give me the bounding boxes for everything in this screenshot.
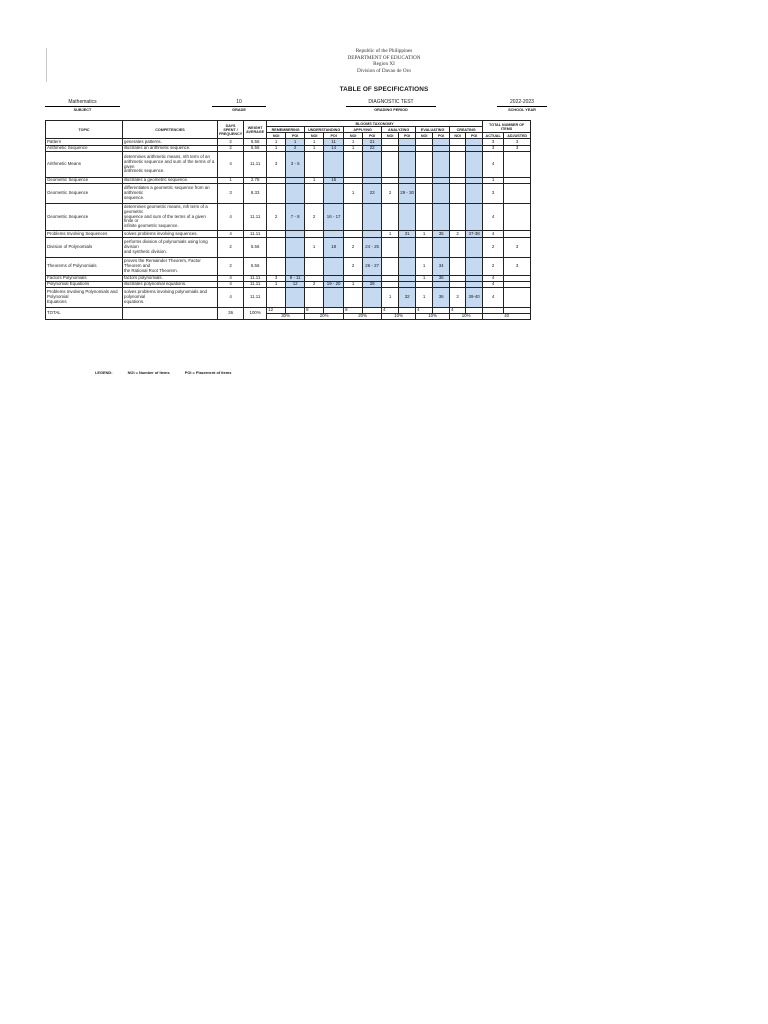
analyzing-poi-cell: 32 bbox=[399, 288, 416, 308]
table-body bbox=[46, 139, 531, 308]
remembering-noi-cell bbox=[267, 238, 286, 258]
days-cell: 2 bbox=[218, 139, 244, 146]
understanding-noi-cell bbox=[305, 184, 324, 204]
weight-header: WEIGHT AVERAGE bbox=[244, 121, 267, 139]
total-items: 40 bbox=[483, 314, 531, 320]
grade-label: GRADE bbox=[232, 107, 246, 112]
topic-cell: Problems Involving Polynomials and Polynomial Equations bbox=[46, 288, 123, 308]
topic-cell: Theorems of Polynomials bbox=[46, 258, 123, 276]
applying-poi-cell: 28 bbox=[363, 282, 382, 288]
remembering-poi-cell bbox=[286, 238, 305, 258]
understanding-noi-cell: 1 bbox=[305, 178, 324, 184]
topic-cell: Division of Polynomials bbox=[46, 238, 123, 258]
competencies-header: COMPETENCIES bbox=[123, 121, 218, 139]
document-header bbox=[0, 48, 768, 74]
analyzing-poi-cell bbox=[399, 258, 416, 276]
creating-percent: 10% bbox=[450, 314, 483, 320]
understanding-poi-cell bbox=[324, 231, 344, 238]
weight-cell: 8.33 bbox=[244, 184, 267, 204]
topic-cell: Geometric Sequence bbox=[46, 204, 123, 231]
header-republic: Republic of the Philippines bbox=[355, 48, 413, 54]
remembering-percent: 30% bbox=[267, 314, 305, 320]
understanding-total: 8 bbox=[305, 308, 324, 314]
analyzing-poi-header: POI bbox=[399, 133, 416, 139]
weight-cell: 11.11 bbox=[244, 288, 267, 308]
applying-total: 8 bbox=[344, 308, 363, 314]
remembering-poi-cell: 9 - 11 bbox=[286, 276, 305, 282]
evaluating-poi-header: POI bbox=[433, 133, 450, 139]
actual-cell: 3 bbox=[483, 146, 504, 152]
header-region: Region XI bbox=[373, 61, 395, 68]
competency-cell: performs division of polynomials using long division and synthetic division. bbox=[123, 238, 218, 258]
evaluating-poi-cell: 34 bbox=[433, 258, 450, 276]
actual-cell: 1 bbox=[483, 178, 504, 184]
adjusted-cell bbox=[504, 204, 531, 231]
evaluating-percent: 10% bbox=[416, 314, 450, 320]
creating-poi-cell: 39-40 bbox=[466, 288, 483, 308]
remembering-noi-cell bbox=[267, 231, 286, 238]
applying-noi-cell bbox=[344, 204, 363, 231]
creating-noi-cell bbox=[450, 204, 466, 231]
remembering-noi-cell: 3 bbox=[267, 276, 286, 282]
page-title: TABLE OF SPECIFICATIONS bbox=[339, 86, 429, 93]
analyzing-header: ANALYZING bbox=[382, 127, 416, 133]
applying-poi-cell bbox=[363, 231, 382, 238]
creating-poi-cell bbox=[466, 238, 483, 258]
blooms-taxonomy-header: BLOOMS TAXONOMY bbox=[267, 121, 483, 127]
legend-label: LEGEND: bbox=[95, 370, 113, 375]
creating-noi-cell bbox=[450, 238, 466, 258]
topic-cell: Polynomial Equations bbox=[46, 282, 123, 288]
total-competencies-cell bbox=[123, 308, 218, 320]
creating-poi-cell: 37-38 bbox=[466, 231, 483, 238]
creating-poi-cell bbox=[466, 204, 483, 231]
remembering-noi-cell bbox=[267, 258, 286, 276]
actual-cell: 4 bbox=[483, 231, 504, 238]
remembering-noi-cell: 2 bbox=[267, 204, 286, 231]
remembering-poi-cell bbox=[286, 258, 305, 276]
grade-value: 10 bbox=[212, 99, 266, 107]
table-row bbox=[46, 204, 531, 231]
remembering-noi-cell: 1 bbox=[267, 282, 286, 288]
evaluating-noi-cell bbox=[416, 238, 433, 258]
weight-cell: 2.78 bbox=[244, 178, 267, 184]
analyzing-noi-cell: 1 bbox=[382, 288, 399, 308]
competency-cell: solves problems involving polynomials and polynomial equations. bbox=[123, 288, 218, 308]
creating-header: CREATING bbox=[450, 127, 483, 133]
grade-field bbox=[212, 99, 266, 112]
analyzing-noi-cell bbox=[382, 139, 399, 146]
topic-cell: Factors Polynomials bbox=[46, 276, 123, 282]
analyzing-poi-cell bbox=[399, 204, 416, 231]
applying-poi-cell: 21 bbox=[363, 139, 382, 146]
days-cell: 2 bbox=[218, 238, 244, 258]
applying-poi-cell bbox=[363, 152, 382, 178]
adjusted-cell bbox=[504, 231, 531, 238]
remembering-poi-cell: 12 bbox=[286, 282, 305, 288]
legend-poi: POI = Placement of Items bbox=[184, 370, 232, 375]
legend bbox=[95, 370, 245, 375]
table-row bbox=[46, 231, 531, 238]
evaluating-poi-cell bbox=[433, 152, 450, 178]
evaluating-noi-cell bbox=[416, 152, 433, 178]
table-row bbox=[46, 152, 531, 178]
topic-header: TOPIC bbox=[46, 121, 123, 139]
weight-cell: 11.11 bbox=[244, 152, 267, 178]
adjusted-cell: 3 bbox=[504, 238, 531, 258]
evaluating-poi-cell: 36 bbox=[433, 288, 450, 308]
understanding-poi-cell: 16 - 17 bbox=[324, 204, 344, 231]
adjusted-cell bbox=[504, 184, 531, 204]
analyzing-poi-cell bbox=[399, 152, 416, 178]
analyzing-noi-cell bbox=[382, 204, 399, 231]
adjusted-cell: 3 bbox=[504, 146, 531, 152]
actual-header: ACTUAL bbox=[483, 133, 504, 139]
evaluating-poi-cell bbox=[433, 184, 450, 204]
analyzing-total: 4 bbox=[382, 308, 399, 314]
applying-noi-cell: 1 bbox=[344, 184, 363, 204]
topic-cell: Geometric Sequence bbox=[46, 184, 123, 204]
understanding-noi-cell: 2 bbox=[305, 282, 324, 288]
actual-cell: 4 bbox=[483, 282, 504, 288]
understanding-poi-cell bbox=[324, 288, 344, 308]
applying-noi-cell: 1 bbox=[344, 146, 363, 152]
creating-noi-cell: 2 bbox=[450, 231, 466, 238]
weight-cell: 11.11 bbox=[244, 276, 267, 282]
remembering-noi-cell: 1 bbox=[267, 139, 286, 146]
competency-cell: determines geometric means, nth term of a geometric sequence and sum of the terms of a given finite or infinite geometric sequence. bbox=[123, 204, 218, 231]
table-row bbox=[46, 288, 531, 308]
creating-noi-cell bbox=[450, 184, 466, 204]
understanding-noi-cell: 1 bbox=[305, 139, 324, 146]
applying-noi-header: NOI bbox=[344, 133, 363, 139]
creating-poi-cell bbox=[466, 184, 483, 204]
understanding-noi-cell bbox=[305, 258, 324, 276]
analyzing-poi-cell bbox=[399, 238, 416, 258]
days-cell: 4 bbox=[218, 152, 244, 178]
remembering-poi-cell: 7 - 8 bbox=[286, 204, 305, 231]
adjusted-cell bbox=[504, 152, 531, 178]
header-department: DEPARTMENT OF EDUCATION bbox=[347, 54, 421, 61]
table-row bbox=[46, 258, 531, 276]
creating-poi-header: POI bbox=[466, 133, 483, 139]
subject-field bbox=[45, 99, 120, 112]
topic-cell: Arithmetic Sequence bbox=[46, 146, 123, 152]
days-cell: 3 bbox=[218, 184, 244, 204]
evaluating-noi-cell: 1 bbox=[416, 231, 433, 238]
evaluating-noi-cell bbox=[416, 184, 433, 204]
actual-cell: 4 bbox=[483, 204, 504, 231]
understanding-noi-cell: 1 bbox=[305, 146, 324, 152]
creating-noi-cell bbox=[450, 258, 466, 276]
specifications-table bbox=[45, 120, 531, 320]
applying-noi-cell bbox=[344, 288, 363, 308]
applying-poi-cell: 24 - 25 bbox=[363, 238, 382, 258]
actual-cell: 3 bbox=[483, 139, 504, 146]
remembering-poi-cell bbox=[286, 231, 305, 238]
evaluating-poi-cell: 35 bbox=[433, 231, 450, 238]
days-cell: 2 bbox=[218, 146, 244, 152]
grading-period-value: DIAGNOSTIC TEST bbox=[346, 99, 436, 107]
topic-cell: Pattern bbox=[46, 139, 123, 146]
evaluating-poi-cell bbox=[433, 238, 450, 258]
total-items-header: TOTAL NUMBER OF ITEMS bbox=[483, 121, 531, 133]
actual-cell: 2 bbox=[483, 258, 504, 276]
applying-noi-cell: 1 bbox=[344, 282, 363, 288]
adjusted-cell bbox=[504, 288, 531, 308]
days-cell: 4 bbox=[218, 282, 244, 288]
remembering-poi-cell: 3 - 6 bbox=[286, 152, 305, 178]
remembering-noi-cell: 3 bbox=[267, 152, 286, 178]
weight-cell: 5.56 bbox=[244, 146, 267, 152]
applying-poi-cell bbox=[363, 288, 382, 308]
total-days: 36 bbox=[218, 308, 244, 320]
applying-poi-cell bbox=[363, 204, 382, 231]
analyzing-noi-header: NOI bbox=[382, 133, 399, 139]
grading-period-label: GRADING PERIOD bbox=[374, 107, 408, 112]
topic-cell: Arithmetic Means bbox=[46, 152, 123, 178]
evaluating-total: 4 bbox=[416, 308, 433, 314]
creating-total: 4 bbox=[450, 308, 466, 314]
competency-cell: factors polynomials. bbox=[123, 276, 218, 282]
remembering-poi-header: POI bbox=[286, 133, 305, 139]
creating-poi-cell bbox=[466, 152, 483, 178]
days-cell: 4 bbox=[218, 231, 244, 238]
applying-noi-cell bbox=[344, 152, 363, 178]
analyzing-percent: 10% bbox=[382, 314, 416, 320]
evaluating-noi-cell: 1 bbox=[416, 276, 433, 282]
weight-cell: 5.56 bbox=[244, 238, 267, 258]
remembering-poi-cell bbox=[286, 288, 305, 308]
school-year-field bbox=[497, 99, 547, 112]
analyzing-poi-cell: 31 bbox=[399, 231, 416, 238]
competency-cell: solves problems involving sequences. bbox=[123, 231, 218, 238]
remembering-total: 12 bbox=[267, 308, 286, 314]
analyzing-poi-cell bbox=[399, 139, 416, 146]
understanding-percent: 20% bbox=[305, 314, 344, 320]
grading-period-field bbox=[346, 99, 436, 112]
remembering-poi-cell bbox=[286, 184, 305, 204]
understanding-noi-cell bbox=[305, 152, 324, 178]
creating-noi-header: NOI bbox=[450, 133, 466, 139]
total-label: TOTAL bbox=[46, 308, 123, 320]
understanding-noi-header: NOI bbox=[305, 133, 324, 139]
weight-cell: 11.11 bbox=[244, 204, 267, 231]
actual-cell: 2 bbox=[483, 238, 504, 258]
creating-noi-cell bbox=[450, 152, 466, 178]
remembering-noi-header: NOI bbox=[267, 133, 286, 139]
table-row bbox=[46, 184, 531, 204]
evaluating-noi-cell bbox=[416, 204, 433, 231]
applying-poi-cell: 22 bbox=[363, 146, 382, 152]
understanding-poi-cell: 14 bbox=[324, 146, 344, 152]
analyzing-noi-cell bbox=[382, 152, 399, 178]
evaluating-poi-cell: 36 bbox=[433, 276, 450, 282]
adjusted-cell: 3 bbox=[504, 139, 531, 146]
analyzing-noi-cell bbox=[382, 238, 399, 258]
understanding-header: UNDERSTANDING bbox=[305, 127, 344, 133]
applying-noi-cell bbox=[344, 231, 363, 238]
creating-noi-cell: 2 bbox=[450, 288, 466, 308]
creating-poi-cell bbox=[466, 258, 483, 276]
remembering-poi-cell: 2 bbox=[286, 146, 305, 152]
topic-cell: Problems Involving Sequences bbox=[46, 231, 123, 238]
understanding-poi-cell: 19 - 20 bbox=[324, 282, 344, 288]
understanding-poi-cell: 15 bbox=[324, 178, 344, 184]
remembering-noi-cell bbox=[267, 288, 286, 308]
weight-cell: 5.56 bbox=[244, 139, 267, 146]
evaluating-noi-cell: 1 bbox=[416, 288, 433, 308]
understanding-noi-cell bbox=[305, 231, 324, 238]
understanding-noi-cell: 2 bbox=[305, 204, 324, 231]
header-division: Division of Davao de Oro bbox=[357, 67, 411, 74]
understanding-noi-cell bbox=[305, 288, 324, 308]
days-header: DAYS SPENT / FREQUENCY bbox=[218, 121, 244, 139]
days-cell: 4 bbox=[218, 204, 244, 231]
applying-noi-cell: 2 bbox=[344, 238, 363, 258]
weight-cell: 11.11 bbox=[244, 282, 267, 288]
competency-cell: generates patterns. bbox=[123, 139, 218, 146]
applying-poi-cell: 26 - 27 bbox=[363, 258, 382, 276]
analyzing-noi-cell: 2 bbox=[382, 184, 399, 204]
subject-value: Mathematics bbox=[45, 99, 120, 107]
creating-noi-cell bbox=[450, 139, 466, 146]
evaluating-poi-cell bbox=[433, 139, 450, 146]
adjusted-header: ADJUSTED bbox=[504, 133, 531, 139]
subject-label: SUBJECT bbox=[73, 107, 92, 112]
days-cell: 1 bbox=[218, 178, 244, 184]
school-year-label: SCHOOL YEAR bbox=[508, 107, 536, 112]
analyzing-noi-cell bbox=[382, 258, 399, 276]
understanding-poi-cell bbox=[324, 258, 344, 276]
evaluating-poi-cell bbox=[433, 204, 450, 231]
understanding-poi-cell bbox=[324, 184, 344, 204]
adjusted-cell: 3 bbox=[504, 258, 531, 276]
analyzing-poi-cell: 29 - 30 bbox=[399, 184, 416, 204]
evaluating-noi-header: NOI bbox=[416, 133, 433, 139]
creating-poi-cell bbox=[466, 139, 483, 146]
days-cell: 4 bbox=[218, 288, 244, 308]
evaluating-header: EVALUATING bbox=[416, 127, 450, 133]
analyzing-noi-cell: 1 bbox=[382, 231, 399, 238]
evaluating-noi-cell: 1 bbox=[416, 258, 433, 276]
topic-cell: Geometric Sequence bbox=[46, 178, 123, 184]
school-year-value: 2022-2023 bbox=[497, 99, 547, 107]
applying-noi-cell: 2 bbox=[344, 258, 363, 276]
table-row bbox=[46, 238, 531, 258]
days-cell: 2 bbox=[218, 258, 244, 276]
competency-cell: illustrates a geometric sequence. bbox=[123, 178, 218, 184]
competency-cell: illustrates an arithmetic sequence. bbox=[123, 146, 218, 152]
remembering-poi-cell: 1 bbox=[286, 139, 305, 146]
competency-cell: proves the Remainder Theorem, Factor Theorem and the Rational Root Theorem. bbox=[123, 258, 218, 276]
weight-cell: 5.56 bbox=[244, 258, 267, 276]
understanding-poi-cell bbox=[324, 152, 344, 178]
total-weight: 100% bbox=[244, 308, 267, 320]
actual-cell: 4 bbox=[483, 288, 504, 308]
applying-header: APPLYING bbox=[344, 127, 382, 133]
applying-poi-cell: 23 bbox=[363, 184, 382, 204]
competency-cell: illustrates polynomial equations. bbox=[123, 282, 218, 288]
competency-cell: differentiates a geometric sequence from an arithmetic sequence. bbox=[123, 184, 218, 204]
understanding-poi-cell: 11 bbox=[324, 139, 344, 146]
actual-cell: 4 bbox=[483, 152, 504, 178]
competency-cell: determines arithmetic means, nth term of an arithmetic sequence and sum of the terms of a given arithmetic sequence. bbox=[123, 152, 218, 178]
remembering-noi-cell: 1 bbox=[267, 146, 286, 152]
applying-percent: 20% bbox=[344, 314, 382, 320]
applying-noi-cell: 1 bbox=[344, 139, 363, 146]
table-row bbox=[46, 139, 531, 146]
legend-noi: NOI = Number of Items bbox=[127, 370, 170, 375]
actual-cell: 3 bbox=[483, 184, 504, 204]
actual-cell: 4 bbox=[483, 276, 504, 282]
remembering-header: REMEMBERING bbox=[267, 127, 305, 133]
understanding-poi-header: POI bbox=[324, 133, 344, 139]
understanding-poi-cell: 18 bbox=[324, 238, 344, 258]
understanding-noi-cell: 1 bbox=[305, 238, 324, 258]
applying-poi-header: POI bbox=[363, 133, 382, 139]
days-cell: 4 bbox=[218, 276, 244, 282]
remembering-noi-cell bbox=[267, 184, 286, 204]
weight-cell: 11.11 bbox=[244, 231, 267, 238]
evaluating-noi-cell bbox=[416, 139, 433, 146]
